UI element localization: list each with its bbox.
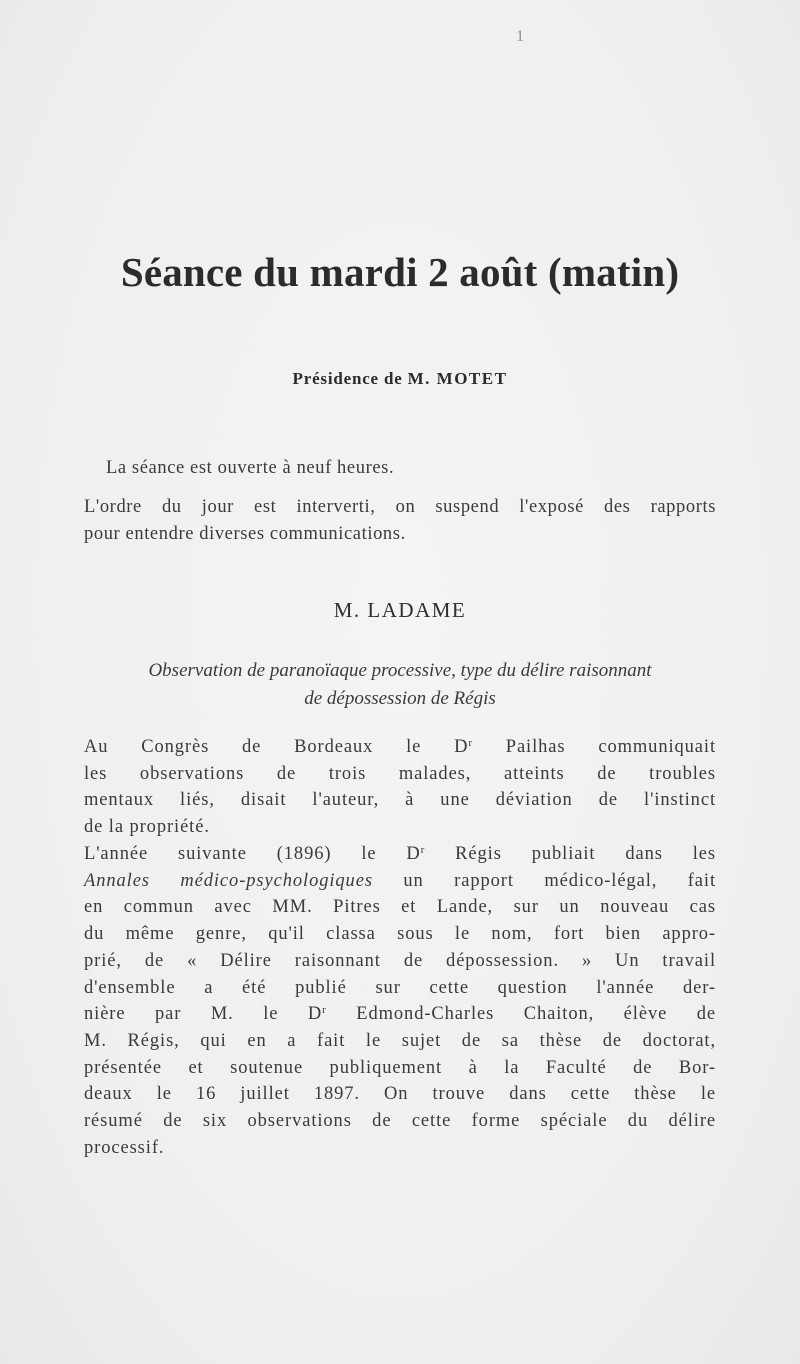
paragraph1-line-1b: Pailhas communiquait — [472, 737, 717, 757]
paragraph1-line-1 — [84, 734, 716, 761]
folio-mark: 1 — [516, 28, 524, 45]
paragraph2-line-10: deaux le 16 juillet 1897. On trouve dans cette thèse le — [84, 1084, 716, 1105]
paragraph2-line-7b: Edmond-Charles Chaiton, élève de — [326, 1004, 716, 1025]
paragraph2-line-7 — [84, 1001, 716, 1028]
speaker-name: M. LADAME — [333, 598, 467, 622]
communication-title-line-1: Observation de paranoïaque processive, type du délire raisonnant — [148, 660, 652, 681]
paragraph2-line-7a: nière par M. le D — [84, 1004, 323, 1025]
communication-title — [84, 657, 716, 713]
doctor-superscript: r — [420, 844, 426, 856]
paragraph2-line-4: du même genre, qu'il classa sous le nom, fort bien appro- — [84, 924, 716, 945]
paragraph2-line-1 — [84, 841, 716, 868]
presidence-line — [0, 369, 800, 389]
agenda-line-1: L'ordre du jour est interverti, on suspend l'exposé des rapports — [84, 497, 716, 517]
paragraph2-line-11: résumé de six observations de cette forme spéciale du délire — [84, 1111, 716, 1132]
paragraph2-line-1a: L'année suivante (1896) le D — [84, 844, 421, 864]
presidence-prefix: Présidence de — [292, 369, 408, 388]
paragraph2-line-9: présentée et soutenue publiquement à la Faculté de Bor- — [84, 1057, 716, 1078]
paragraph1-line-1a: Au Congrès de Bordeaux le D — [84, 737, 469, 757]
paragraph2-line-2 — [84, 868, 716, 895]
paragraph2-line-2b: un rapport médico-légal, fait — [372, 870, 716, 891]
paragraph2-line-6: d'ensemble a été publié sur cette question l'année der- — [84, 977, 716, 998]
paragraph2-line-1b: Régis publiait dans les — [425, 844, 716, 864]
journal-title: Annales médico-psychologiques — [84, 870, 373, 891]
paragraph1-line-3: mentaux liés, disait l'auteur, à une déviation de l'instinct — [84, 790, 716, 810]
doctor-superscript: r — [322, 1004, 327, 1017]
paragraph2-line-8: M. Régis, qui en a fait le sujet de sa thèse de doctorat, — [84, 1030, 716, 1051]
agenda-line-2: pour entendre diverses communications. — [84, 523, 406, 544]
agenda-paragraph — [84, 494, 716, 547]
paragraph-congres — [84, 734, 716, 840]
paragraph2-line-5: prié, de « Délire raisonnant de dépossession. » Un travail — [84, 950, 716, 971]
paragraph1-line-2: les observations de trois malades, atteints de troubles — [84, 763, 716, 784]
paragraph1-line-4: de la propriété. — [84, 816, 210, 837]
presidence-name: M. MOTET — [407, 369, 508, 388]
paragraph2-line-12: processif. — [84, 1137, 165, 1158]
paragraph-annee — [84, 841, 716, 1161]
doctor-superscript: r — [468, 737, 473, 749]
session-title: Séance du mardi 2 août (matin) — [120, 249, 680, 295]
opening-paragraph: La séance est ouverte à neuf heures. — [106, 458, 395, 478]
communication-title-line-2: de dépossession de Régis — [304, 688, 496, 709]
paragraph2-line-3: en commun avec MM. Pitres et Lande, sur un nouveau cas — [84, 897, 716, 918]
